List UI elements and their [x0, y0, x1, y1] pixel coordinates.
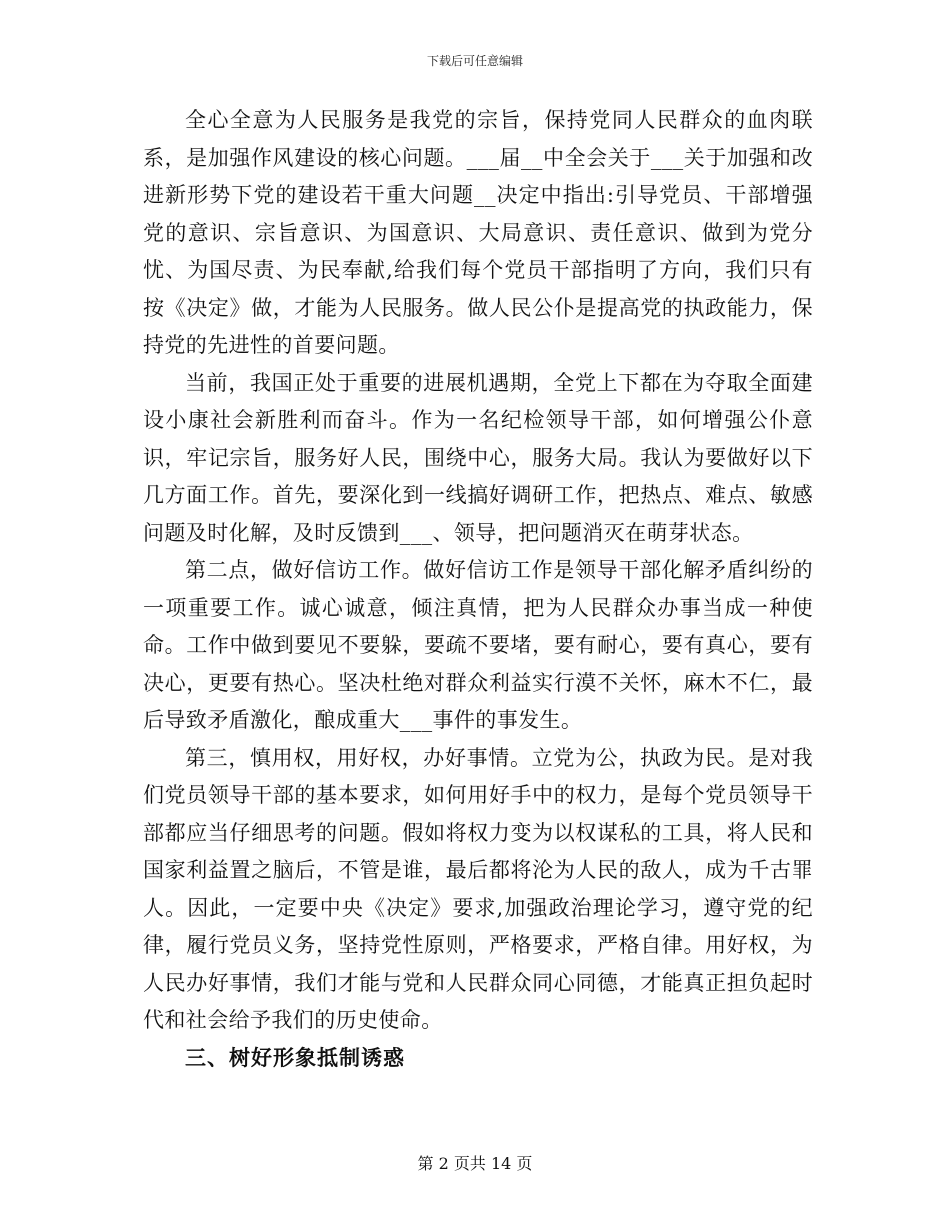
page-header: 下载后可任意编辑: [426, 54, 523, 68]
body-paragraph-4: 第三，慎用权，用好权，办好事情。立党为公，执政为民。是对我们党员领导干部的基本要求，如何用好手中的权力，是每个党员领导干部都应当仔细思考的问题。假如将权力变为以权谋私的工具，将人民和国家利益置之脑后，不管是谁，最后都将沦为人民的敌人，成为千古罪人。因此，一定要中央《决定》要求,加强政治理论学习，遵守党的纪律，履行党员义务，坚持党性原则，严格要求，严格自律。用好权，为人民办好事情，我们才能与党和人民群众同心同德，才能真正担负起时代和社会给予我们的历史使命。: [143, 745, 813, 1032]
section-heading: 三、树好形象抵制诱惑: [185, 1045, 405, 1070]
page-number: 第 2 页共 14 页: [417, 1154, 533, 1173]
body-paragraph-1: 全心全意为人民服务是我党的宗旨，保持党同人民群众的血肉联系，是加强作风建设的核心问题。___届__中全会关于___关于加强和改进新形势下党的建设若干重大问题__决定中指出:引导党员、干部增强党的意识、宗旨意识、为国意识、大局意识、责任意识、做到为党分忧、为国尽责、为民奉献,给我们每个党员干部指明了方向，我们只有按《决定》做，才能为人民服务。做人民公仆是提高党的执政能力，保持党的先进性的首要问题。: [143, 108, 813, 357]
body-paragraph-3: 第二点，做好信访工作。做好信访工作是领导干部化解矛盾纠纷的一项重要工作。诚心诚意，倾注真情，把为人民群众办事当成一种使命。工作中做到要见不要躲，要疏不要堵，要有耐心，要有真心，要有决心，更要有热心。坚决杜绝对群众利益实行漠不关怀，麻木不仁，最后导致矛盾激化，酿成重大___事件的事发生。: [143, 558, 813, 732]
body-paragraph-2: 当前，我国正处于重要的进展机遇期，全党上下都在为夺取全面建设小康社会新胜利而奋斗。作为一名纪检领导干部，如何增强公仆意识，牢记宗旨，服务好人民，围绕中心，服务大局。我认为要做好以下几方面工作。首先，要深化到一线搞好调研工作，把热点、难点、敏感问题及时化解，及时反馈到___、领导，把问题消灭在萌芽状态。: [143, 370, 813, 545]
document-body: [143, 102, 813, 1077]
